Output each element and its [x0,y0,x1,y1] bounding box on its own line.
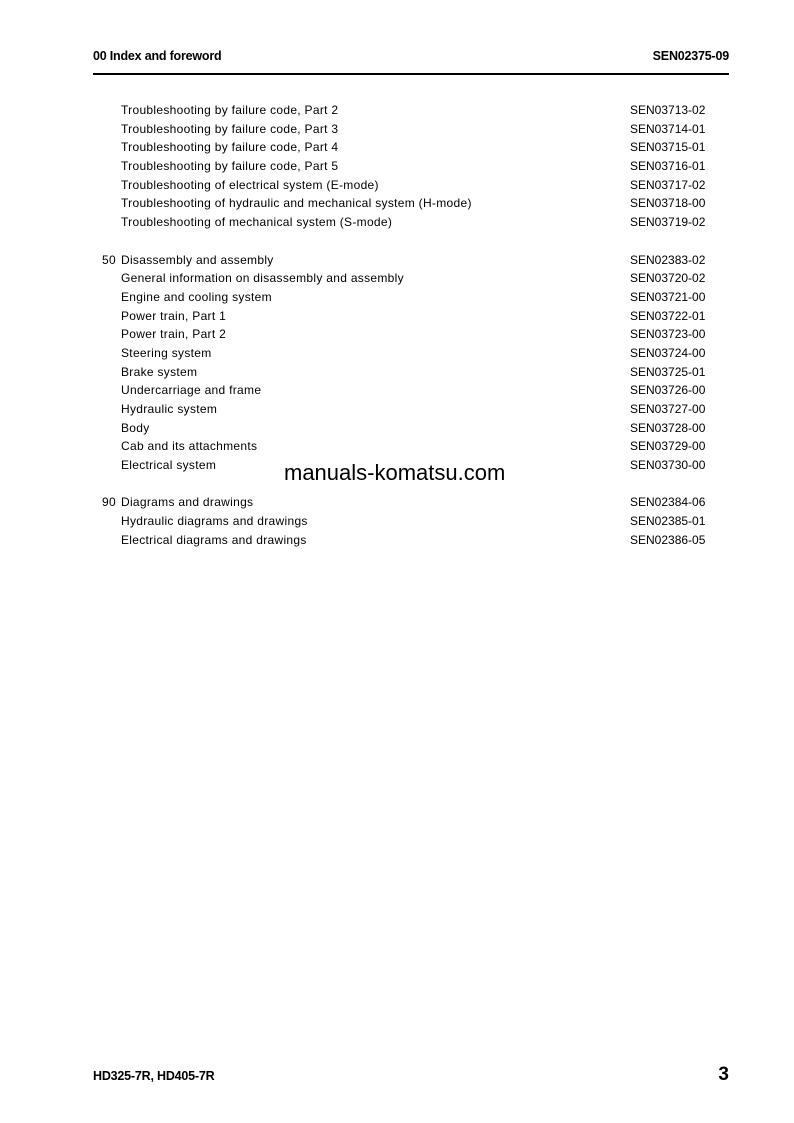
toc-entry[interactable] [0,325,794,344]
page-number: 3 [718,1064,729,1085]
header-doc-code: SEN02375-09 [652,49,729,63]
entry-code: SEN03719-02 [630,215,706,230]
entry-title: Brake system [121,364,198,379]
toc-group [0,251,794,475]
entry-code: SEN03729-00 [630,439,706,454]
entry-code: SEN03728-00 [630,420,706,435]
entry-code: SEN02386-05 [630,532,706,547]
entry-code: SEN03721-00 [630,289,706,304]
entry-title: Steering system [121,345,212,360]
header-section-title: 00 Index and foreword [93,49,222,63]
section-title: Disassembly and assembly [121,252,274,267]
entry-code: SEN03720-02 [630,271,706,286]
entry-code: SEN03722-01 [630,308,706,323]
toc-entry[interactable] [0,138,794,157]
section-code: SEN02384-06 [630,495,706,510]
entry-title: Troubleshooting by failure code, Part 3 [121,121,339,136]
entry-title: Troubleshooting by failure code, Part 2 [121,103,339,117]
toc-section-heading[interactable] [0,493,794,512]
toc-entry[interactable] [0,213,794,232]
entry-title: General information on disassembly and assembly [121,271,404,286]
toc-entry[interactable] [0,512,794,531]
entry-title: Troubleshooting of electrical system (E-mode) [121,177,379,192]
entry-title: Cab and its attachments [121,439,258,454]
toc-entry[interactable] [0,381,794,400]
toc-entry[interactable] [0,531,794,550]
toc-entry[interactable] [0,419,794,438]
entry-code: SEN03724-00 [630,345,706,360]
entry-title: Power train, Part 1 [121,308,227,323]
header-rule [93,73,729,75]
toc-section-heading[interactable] [0,251,794,270]
toc-entry[interactable] [0,344,794,363]
toc-entry[interactable] [0,101,794,120]
entry-code: SEN03723-00 [630,327,706,342]
entry-code: SEN03730-00 [630,458,706,473]
toc-entry[interactable] [0,120,794,139]
toc-entry[interactable] [0,194,794,213]
toc-entry[interactable] [0,400,794,419]
toc-entry[interactable] [0,157,794,176]
entry-title: Hydraulic system [121,402,218,416]
entry-title: Power train, Part 2 [121,327,227,342]
entry-code: SEN03717-02 [630,177,706,192]
toc-entry[interactable] [0,363,794,382]
entry-title: Electrical diagrams and drawings [121,532,307,547]
entry-code: SEN03725-01 [630,364,706,379]
entry-title: Electrical system [121,458,217,473]
entry-code: SEN03718-00 [630,196,706,211]
section-number: 50 [102,252,116,267]
entry-code: SEN03727-00 [630,402,706,416]
footer-models: HD325-7R, HD405-7R [93,1069,215,1083]
section-code: SEN02383-02 [630,252,706,267]
toc-group [0,101,794,232]
toc-group [0,493,794,549]
entry-title: Troubleshooting of mechanical system (S-mode) [121,215,393,230]
toc-entry[interactable] [0,437,794,456]
entry-code: SEN03726-00 [630,383,706,398]
entry-code: SEN03716-01 [630,159,706,174]
toc-entry[interactable] [0,307,794,326]
entry-title: Undercarriage and frame [121,383,262,398]
table-of-contents [0,101,794,568]
entry-title: Troubleshooting of hydraulic and mechanical system (H-mode) [121,196,472,211]
entry-code: SEN03713-02 [630,103,706,117]
section-title: Diagrams and drawings [121,495,254,510]
entry-title: Troubleshooting by failure code, Part 4 [121,140,339,155]
entry-title: Troubleshooting by failure code, Part 5 [121,159,339,174]
entry-code: SEN03714-01 [630,121,706,136]
entry-title: Body [121,420,150,435]
entry-title: Hydraulic diagrams and drawings [121,514,308,529]
toc-entry[interactable] [0,176,794,195]
section-number: 90 [102,495,116,510]
toc-entry[interactable] [0,288,794,307]
entry-title: Engine and cooling system [121,289,272,304]
entry-code: SEN03715-01 [630,140,706,155]
toc-entry[interactable] [0,269,794,288]
entry-code: SEN02385-01 [630,514,706,529]
watermark: manuals-komatsu.com [284,460,506,485]
